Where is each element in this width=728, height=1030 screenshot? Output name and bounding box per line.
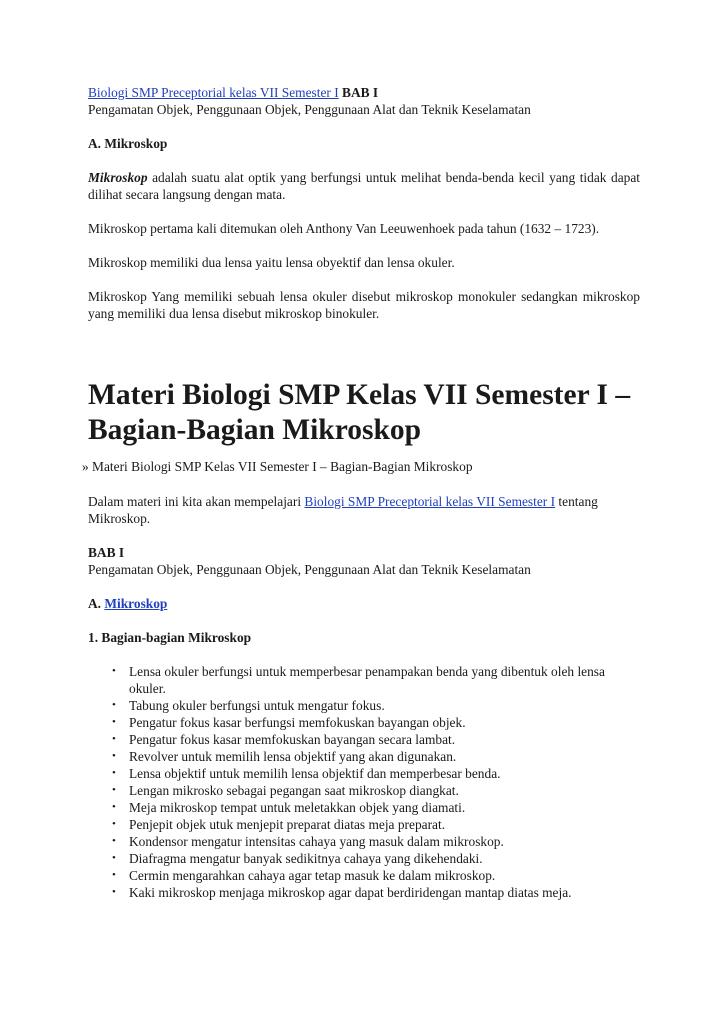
list-item-text: Kaki mikroskop menjaga mikroskop agar dapat berdiridengan mantap diatas meja. bbox=[129, 885, 572, 900]
article-subtitle: Pengamatan Objek, Penggunaan Objek, Penggunaan Alat dan Teknik Keselamatan bbox=[88, 562, 531, 577]
article-lead-link[interactable]: Biologi SMP Preceptorial kelas VII Semester I bbox=[304, 494, 556, 509]
bullet-icon: • bbox=[112, 733, 116, 745]
list-item bbox=[88, 884, 640, 901]
bullet-icon: • bbox=[112, 869, 116, 881]
list-item bbox=[88, 731, 640, 748]
bullet-icon: • bbox=[112, 767, 116, 779]
intro-paragraph-3: Mikroskop memiliki dua lensa yaitu lensa obyektif dan lensa okuler. bbox=[88, 255, 455, 270]
list-item-text: Meja mikroskop tempat untuk meletakkan objek yang diamati. bbox=[129, 800, 466, 815]
intro-bab: BAB I bbox=[338, 85, 379, 100]
article-lead-text: Dalam materi ini kita akan mempelajari bbox=[88, 494, 305, 509]
list-item bbox=[88, 867, 640, 884]
intro-heading bbox=[88, 84, 640, 118]
intro-paragraph-4: Mikroskop Yang memiliki sebuah lensa okuler disebut mikroskop monokuler sedangkan mikroskop yang memiliki dua lensa disebut mikroskop binokuler. bbox=[88, 289, 640, 321]
list-item bbox=[88, 714, 640, 731]
article-section-link[interactable]: Mikroskop bbox=[104, 596, 168, 611]
document-page bbox=[82, 84, 640, 901]
list-item-text: Kondensor mengatur intensitas cahaya yang masuk dalam mikroskop. bbox=[129, 834, 504, 849]
list-item bbox=[88, 833, 640, 850]
list-item-text: Cermin mengarahkan cahaya agar tetap masuk ke dalam mikroskop. bbox=[129, 868, 496, 883]
bullet-icon: • bbox=[112, 699, 116, 711]
list-item bbox=[88, 850, 640, 867]
bullet-icon: • bbox=[112, 801, 116, 813]
list-item bbox=[88, 782, 640, 799]
article-bab: BAB I bbox=[88, 545, 125, 560]
list-item-text: Penjepit objek utuk menjepit preparat diatas meja preparat. bbox=[129, 817, 446, 832]
bullet-icon: • bbox=[112, 835, 116, 847]
list-item-text: Revolver untuk memilih lensa objektif yang akan digunakan. bbox=[129, 749, 457, 764]
list-item bbox=[88, 748, 640, 765]
bullet-icon: • bbox=[112, 665, 116, 677]
bullet-icon: • bbox=[112, 818, 116, 830]
intro-term: Mikroskop bbox=[88, 170, 148, 185]
list-item bbox=[88, 663, 640, 697]
article-subsection: 1. Bagian-bagian Mikroskop bbox=[88, 630, 252, 645]
breadcrumb-marker: » bbox=[82, 459, 89, 474]
breadcrumb bbox=[82, 458, 634, 475]
list-item bbox=[88, 816, 640, 833]
list-item-text: Lengan mikrosko sebagai pegangan saat mikroskop diangkat. bbox=[129, 783, 459, 798]
intro-paragraph-2: Mikroskop pertama kali ditemukan oleh Anthony Van Leeuwenhoek pada tahun (1632 – 1723). bbox=[88, 221, 600, 236]
intro-subtitle: Pengamatan Objek, Penggunaan Objek, Penggunaan Alat dan Teknik Keselamatan bbox=[88, 102, 531, 117]
bullet-icon: • bbox=[112, 886, 116, 898]
list-item-text: Lensa objektif untuk memilih lensa objektif dan memperbesar benda. bbox=[129, 766, 501, 781]
parts-list bbox=[88, 663, 640, 901]
intro-paragraph-1-text: adalah suatu alat optik yang berfungsi untuk melihat benda-benda kecil yang tidak dapat dilihat secara langsung dengan mata. bbox=[88, 170, 640, 202]
intro-link[interactable]: Biologi SMP Preceptorial kelas VII Semester I bbox=[88, 85, 339, 100]
list-item bbox=[88, 697, 640, 714]
list-item-text: Tabung okuler berfungsi untuk mengatur fokus. bbox=[129, 698, 385, 713]
list-item-text: Pengatur fokus kasar memfokuskan bayangan secara lambat. bbox=[129, 732, 456, 747]
bullet-icon: • bbox=[112, 852, 116, 864]
list-item-text: Diafragma mengatur banyak sedikitnya cahaya yang dikehendaki. bbox=[129, 851, 483, 866]
article-section-prefix: A. bbox=[88, 596, 105, 611]
intro-paragraph-1 bbox=[88, 169, 640, 203]
bullet-icon: • bbox=[112, 750, 116, 762]
list-item bbox=[88, 765, 640, 782]
bullet-icon: • bbox=[112, 716, 116, 728]
article-lead bbox=[88, 493, 640, 527]
list-item bbox=[88, 799, 640, 816]
article-title: Materi Biologi SMP Kelas VII Semester I – Bagian-Bagian Mikroskop bbox=[88, 379, 631, 446]
article-section-heading bbox=[88, 595, 640, 612]
intro-section-heading: A. Mikroskop bbox=[88, 136, 168, 151]
list-item-text: Lensa okuler berfungsi untuk memperbesar penampakan benda yang dibentuk oleh lensa okuler. bbox=[129, 664, 605, 696]
bullet-icon: • bbox=[112, 784, 116, 796]
breadcrumb-text: Materi Biologi SMP Kelas VII Semester I – Bagian-Bagian Mikroskop bbox=[88, 459, 473, 474]
list-item-text: Pengatur fokus kasar berfungsi memfokuskan bayangan objek. bbox=[129, 715, 466, 730]
article-lead-tail: tentang Mikroskop. bbox=[88, 494, 598, 526]
